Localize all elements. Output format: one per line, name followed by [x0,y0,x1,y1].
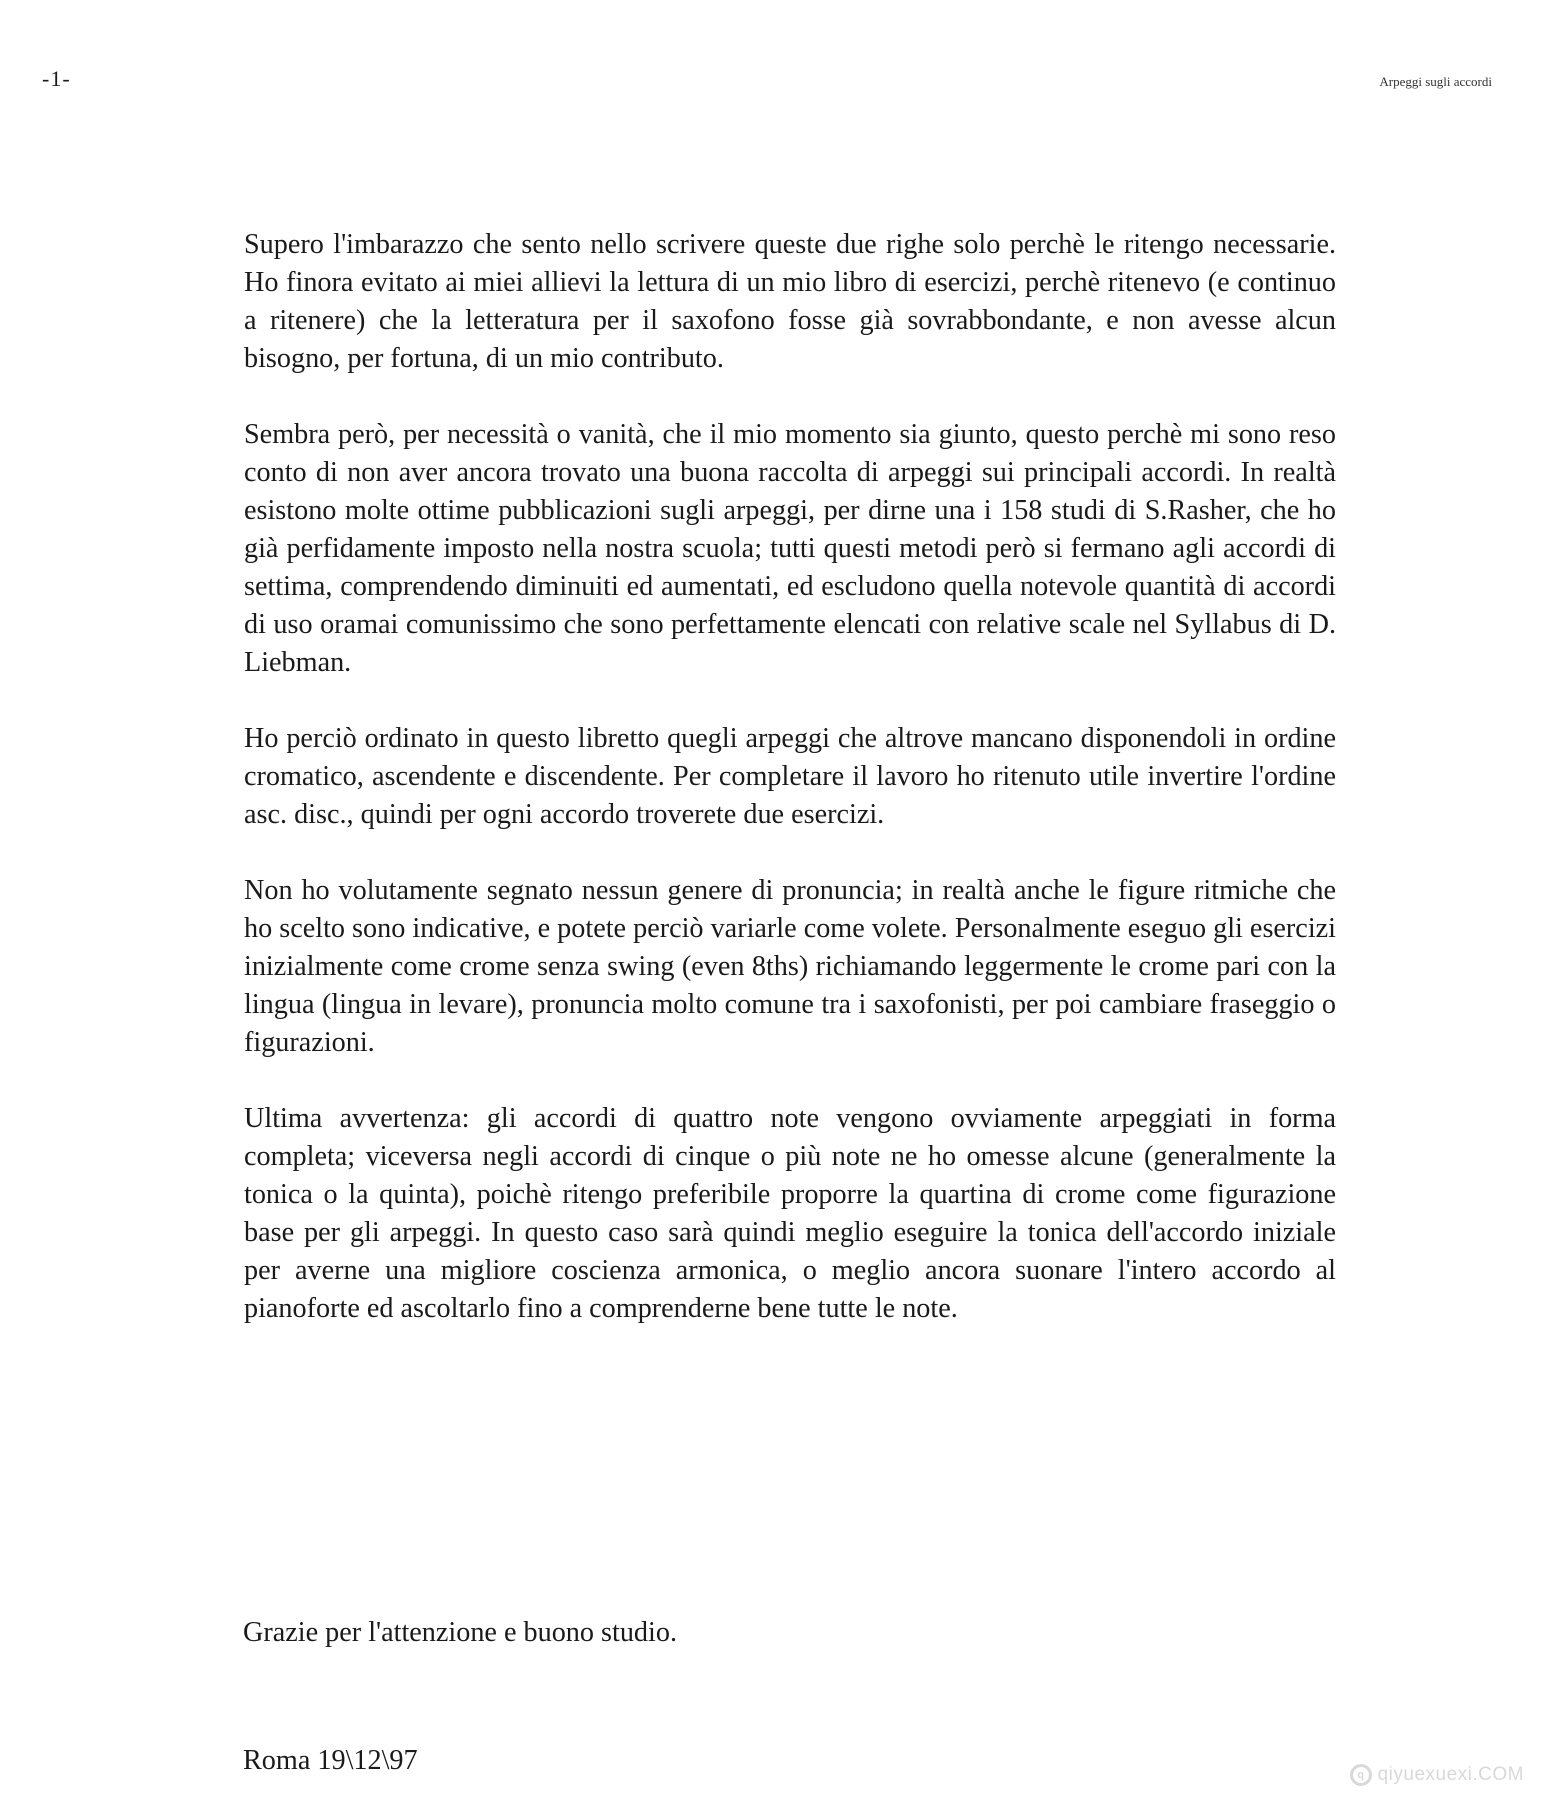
watermark-text: qiyuexuexi.COM [1377,1764,1524,1785]
paragraph-5: Ultima avvertenza: gli accordi di quattro note vengono ovviamente arpeggiati in forma completa; viceversa negli accordi di cinque o più note ne ho omesse alcune (generalmente la tonica o la quinta), poichè ritengo preferibile proporre la quartina di crome come figurazione base per gli arpeggi. In questo caso sarà quindi meglio eseguire la tonica dell'accordo iniziale per averne una migliore coscienza armonica, o meglio ancora suonare l'intero accordo al pianoforte ed ascoltarlo fino a comprenderne bene tutte le note. [244,1103,1336,1324]
paragraph-4: Non ho volutamente segnato nessun genere di pronuncia; in realtà anche le figure ritmiche che ho scelto sono indicative, e potete perciò variarle come volete. Personalmente eseguo gli esercizi inizialmente come crome senza swing (even 8ths) richiamando leggermente le crome pari con la lingua (lingua in levare), pronuncia molto comune tra i saxofonisti, per poi cambiare fraseggio o figurazioni. [244,875,1336,1058]
paragraph-2: Sembra però, per necessità o vanità, che il mio momento sia giunto, questo perchè mi sono reso conto di non aver ancora trovato una buona raccolta di arpeggi sui principali accordi. In realtà esistono molte ottime pubblicazioni sugli arpeggi, per dirne una i 158 studi di S.Rasher, che ho già perfidamente imposto nella nostra scuola; tutti questi metodi però si fermano agli accordi di settima, comprendendo diminuiti ed aumentati, ed escludono quella notevole quantità di accordi di uso oramai comunissimo che sono perfettamente elencati con relative scale nel Syllabus di D. Liebman. [244,419,1336,678]
watermark [1350,1764,1524,1786]
closing-line: Grazie per l'attenzione e buono studio. [243,1617,678,1648]
q-logo-icon: q [1350,1764,1372,1786]
page-number: -1- [42,66,71,91]
paragraph-3: Ho perciò ordinato in questo libretto quegli arpeggi che altrove mancano disponendoli in ordine cromatico, ascendente e discendente. Per completare il lavoro ho ritenuto utile invertire l'ordine asc. disc., quindi per ogni accordo troverete due esercizi. [244,723,1336,830]
dateline: Roma 19\12\97 [243,1745,418,1776]
body-text [244,226,1336,1366]
paragraph-1: Supero l'imbarazzo che sento nello scrivere queste due righe solo perchè le ritengo necessarie. Ho finora evitato ai miei allievi la lettura di un mio libro di esercizi, perchè ritenevo (e continuo a ritenere) che la letteratura per il saxofono fosse già sovrabbondante, e non avesse alcun bisogno, per fortuna, di un mio contributo. [244,229,1336,374]
running-header: Arpeggi sugli accordi [1379,74,1492,89]
